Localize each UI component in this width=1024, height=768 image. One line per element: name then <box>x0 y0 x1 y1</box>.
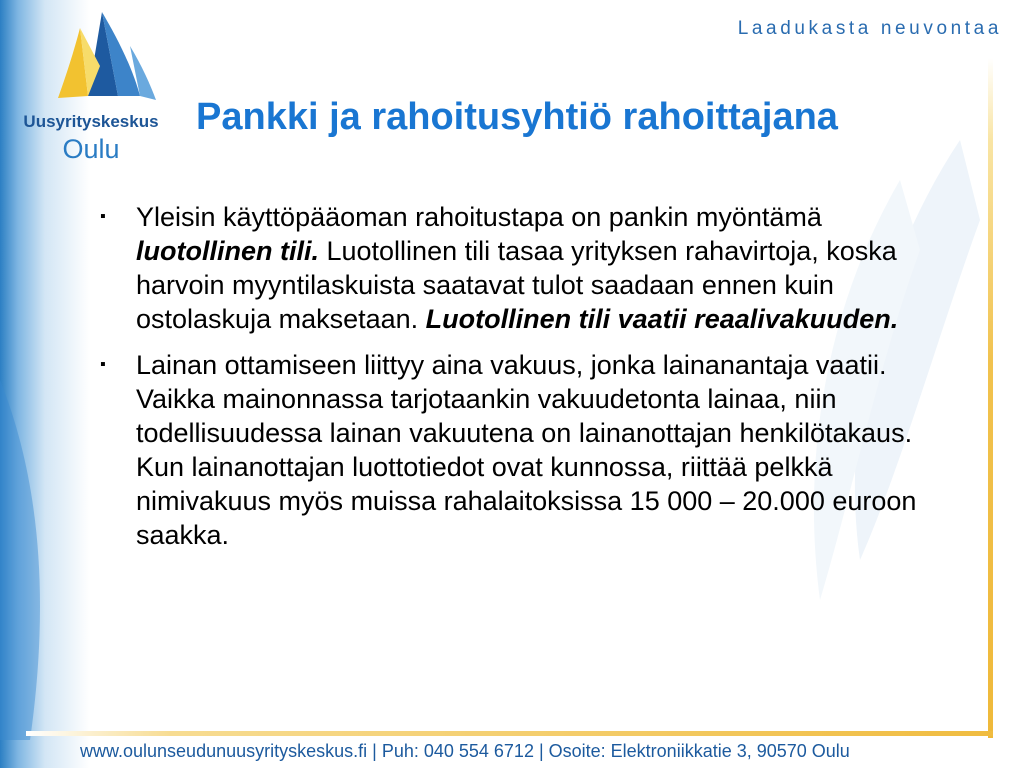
bullet-item <box>96 348 956 552</box>
gold-vertical-divider <box>988 58 993 738</box>
bullet-text-segment: Lainan ottamiseen liittyy aina vakuus, jonka lainanantaja vaatii. Vaikka mainonnassa tarjotaankin vakuudetonta lainaa, niin todellisuudessa lainan vakuutena on lainanottajan henkilötakaus. Kun lainanottajan luottotiedot ovat kunnossa, riittää pelkkä nimivakuus myös muissa rahalaitoksissa 15 000 – 20.000 euroon saakka. <box>136 350 917 550</box>
bullet-item <box>96 200 956 336</box>
footer-contact: www.oulunseudunuusyrityskeskus.fi | Puh: 040 554 6712 | Osoite: Elektroniikkatie 3, 90570 Oulu <box>80 741 850 761</box>
page-title: Pankki ja rahoitusyhtiö rahoittajana <box>196 96 838 138</box>
bullet-marker-icon: ▪ <box>100 356 106 373</box>
tagline: Laadukasta neuvontaa <box>737 18 1002 39</box>
bullet-marker-icon: ▪ <box>100 208 106 225</box>
logo <box>6 6 176 166</box>
bullet-emphasis: luotollinen tili. <box>136 236 319 266</box>
gold-horizontal-divider <box>26 731 993 736</box>
bullet-emphasis: Luotollinen tili vaatii reaalivakuuden. <box>425 304 899 334</box>
bullet-text-segment: Yleisin käyttöpääoman rahoitustapa on pankin myöntämä <box>136 202 822 232</box>
logo-name: Uusyrityskeskus <box>23 112 159 131</box>
logo-city: Oulu <box>62 134 120 164</box>
bullet-list <box>96 200 956 564</box>
sail-logo-icon <box>44 6 164 106</box>
bullet-text-segment: Luotollinen tili tasaa yrityksen rahavirtoja, koska harvoin myyntilaskuista saatavat tulot saadaan ennen kuin ostolaskuja maksetaan. <box>136 236 897 334</box>
